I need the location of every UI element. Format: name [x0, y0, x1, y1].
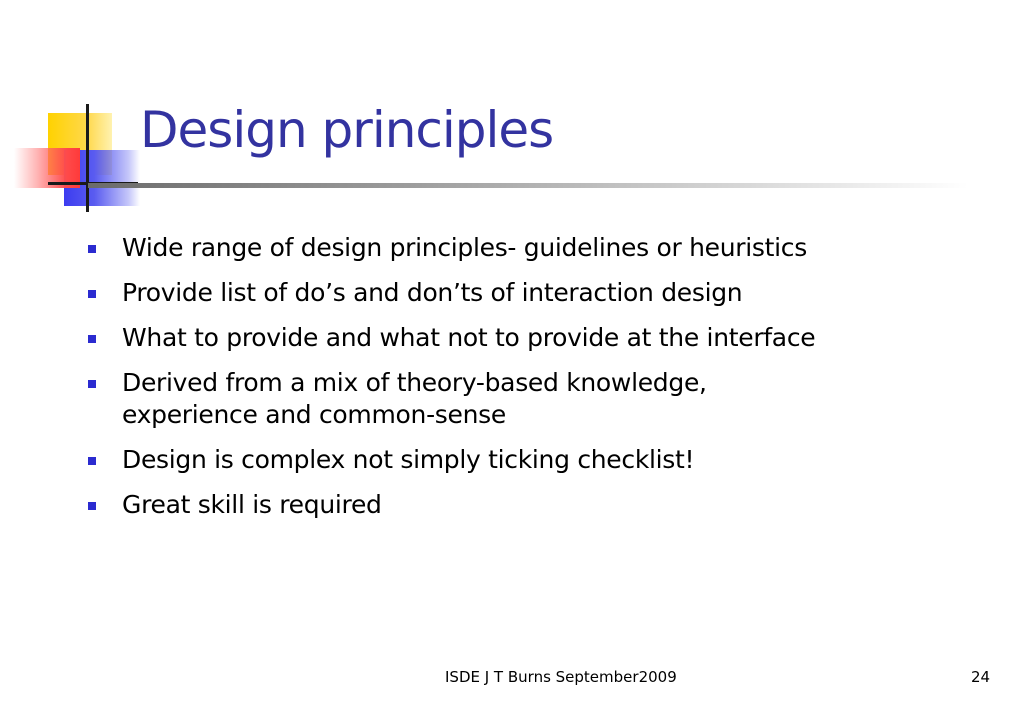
- bullet-list: [88, 232, 988, 534]
- bullet-text: Derived from a mix of theory-based knowledge, experience and common-sense: [122, 368, 707, 429]
- slide-footer: ISDE J T Burns September2009: [445, 668, 677, 686]
- bullet-text: Design is complex not simply ticking checklist!: [122, 445, 695, 474]
- bullet-square-icon: [88, 380, 96, 388]
- bullet-text: What to provide and what not to provide at the interface: [122, 323, 816, 352]
- bullet-text: Wide range of design principles- guidelines or heuristics: [122, 233, 807, 262]
- bullet-item: [88, 489, 988, 521]
- bullet-item: [88, 444, 988, 476]
- bullet-square-icon: [88, 502, 96, 510]
- vertical-line-decoration: [86, 104, 89, 212]
- bullet-square-icon: [88, 457, 96, 465]
- title-underline: [88, 183, 968, 188]
- bullet-item: [88, 277, 988, 309]
- bullet-item: [88, 232, 988, 264]
- bullet-text: Provide list of do’s and don’ts of interaction design: [122, 278, 743, 307]
- bullet-text: Great skill is required: [122, 490, 382, 519]
- bullet-square-icon: [88, 245, 96, 253]
- bullet-item: [88, 367, 988, 431]
- bullet-item: [88, 322, 988, 354]
- bullet-square-icon: [88, 290, 96, 298]
- slide-title: Design principles: [140, 101, 554, 159]
- page-number: 24: [971, 668, 991, 686]
- bullet-square-icon: [88, 335, 96, 343]
